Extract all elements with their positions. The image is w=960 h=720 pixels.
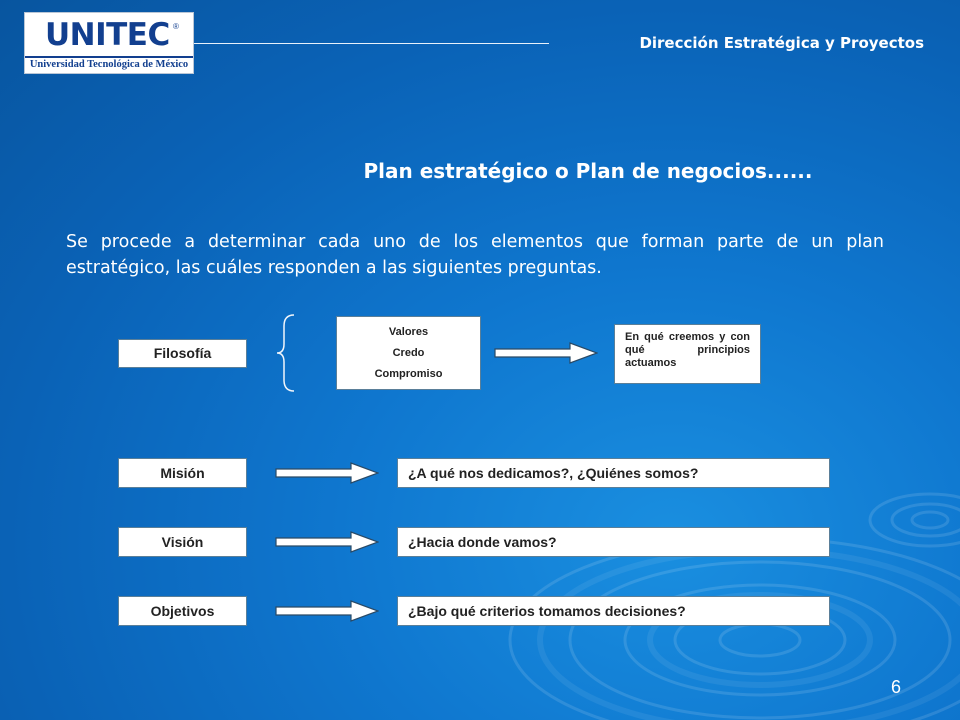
header-title: Dirección Estratégica y Proyectos (639, 34, 924, 52)
element-valores: Valores (388, 325, 429, 338)
objetivos-box (118, 596, 247, 626)
element-compromiso: Compromiso (374, 368, 443, 381)
filosofia-elements-box (336, 316, 481, 390)
brace-icon (276, 314, 296, 392)
arrow-right-icon (494, 341, 598, 365)
objetivos-label: Objetivos (150, 603, 215, 619)
mision-box (118, 458, 247, 488)
unitec-logo (24, 12, 194, 74)
logo-wordmark: UNITEC (45, 17, 170, 53)
arrow-right-icon (275, 530, 379, 554)
mision-label: Misión (160, 465, 205, 481)
page-number: 6 (891, 677, 902, 697)
arrow-right-icon (275, 461, 379, 485)
vision-box (118, 527, 247, 557)
objetivos-answer: ¿Bajo qué criterios tomamos decisiones? (408, 603, 686, 619)
objetivos-answer-box (397, 596, 830, 626)
filosofia-label: Filosofía (153, 345, 212, 361)
vision-label: Visión (161, 534, 204, 550)
filosofia-answer-box (614, 324, 761, 384)
vision-answer: ¿Hacia donde vamos? (408, 534, 557, 550)
vision-answer-box (397, 527, 830, 557)
logo-subtitle: Universidad Tecnológica de México (25, 56, 193, 73)
mision-answer-box (397, 458, 830, 488)
arrow-right-icon (275, 599, 379, 623)
logo-registered-mark: ® (173, 22, 179, 31)
element-credo: Credo (392, 346, 425, 359)
slide-title: Plan estratégico o Plan de negocios...... (363, 159, 813, 183)
intro-paragraph: Se procede a determinar cada uno de los elementos que forman parte de un plan estratégico, las cuáles responden a las siguientes preguntas. (66, 232, 884, 278)
filosofia-box (118, 339, 247, 368)
mision-answer: ¿A qué nos dedicamos?, ¿Quiénes somos? (408, 465, 699, 481)
header-divider (194, 43, 549, 44)
filosofia-answer: En qué creemos y con qué principios actuamos (625, 331, 750, 369)
